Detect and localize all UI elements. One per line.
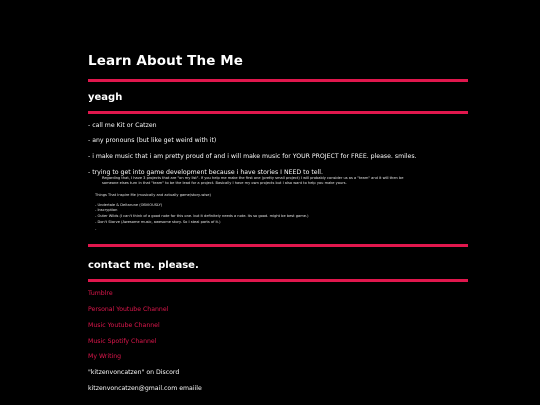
about-item: - call me Kit or Catzen <box>88 122 157 129</box>
link-writing[interactable]: My Writing <box>88 353 122 360</box>
divider <box>88 279 468 282</box>
inspire-heading: Things That Inspire Me (musically and actually game/story-wise) <box>95 193 211 197</box>
divider <box>88 111 468 114</box>
page-title: Learn About The Me <box>88 53 244 69</box>
divider <box>88 79 468 82</box>
divider <box>88 244 468 247</box>
section-heading-about: yeagh <box>88 92 123 103</box>
link-personal-youtube[interactable]: Personal Youtube Channel <box>88 306 169 313</box>
inspire-item: - Undertale & Deltarune (OBVIOUSLY) <box>95 203 163 207</box>
link-tumblr[interactable]: Tumblre <box>88 290 113 297</box>
about-item: - any pronouns (but like get weird with it) <box>88 137 217 144</box>
inspire-item: - Don't Starve (Awesome music, awesome story. So I steal parts of it.) <box>95 220 221 224</box>
link-music-youtube[interactable]: Music Youtube Channel <box>88 322 160 329</box>
about-item: - i make music that i am pretty proud of and i will make music for YOUR PROJECT for FREE. please. smiles. <box>88 153 417 160</box>
discord-contact: "kitzenvoncatzen" on Discord <box>88 369 180 376</box>
email-contact: kitzenvoncatzen@gmail.com emaiile <box>88 385 202 392</box>
dev-note-line: Regarding that, I have 3 projects that are "on my list". If you help me make the first one (pretty small project) I will probably consider us as a "team" and it will then be <box>102 176 404 180</box>
link-music-spotify[interactable]: Music Spotify Channel <box>88 338 157 345</box>
inspire-item: - <box>95 227 97 231</box>
section-heading-contact: contact me. please. <box>88 260 199 271</box>
inspire-item: - Inscryption <box>95 208 118 212</box>
about-item: - trying to get into game development because i have stories I NEED to tell. <box>88 169 323 176</box>
dev-note-line: someone elses turn in that "team" to be the lead for a project. Basically I have my own projects but I also want to help you make yours. <box>102 181 347 185</box>
inspire-item: - Outer Wilds (I can't think of a good note for this one. but it definitely needs a note. its so good. might be best game.) <box>95 214 309 218</box>
